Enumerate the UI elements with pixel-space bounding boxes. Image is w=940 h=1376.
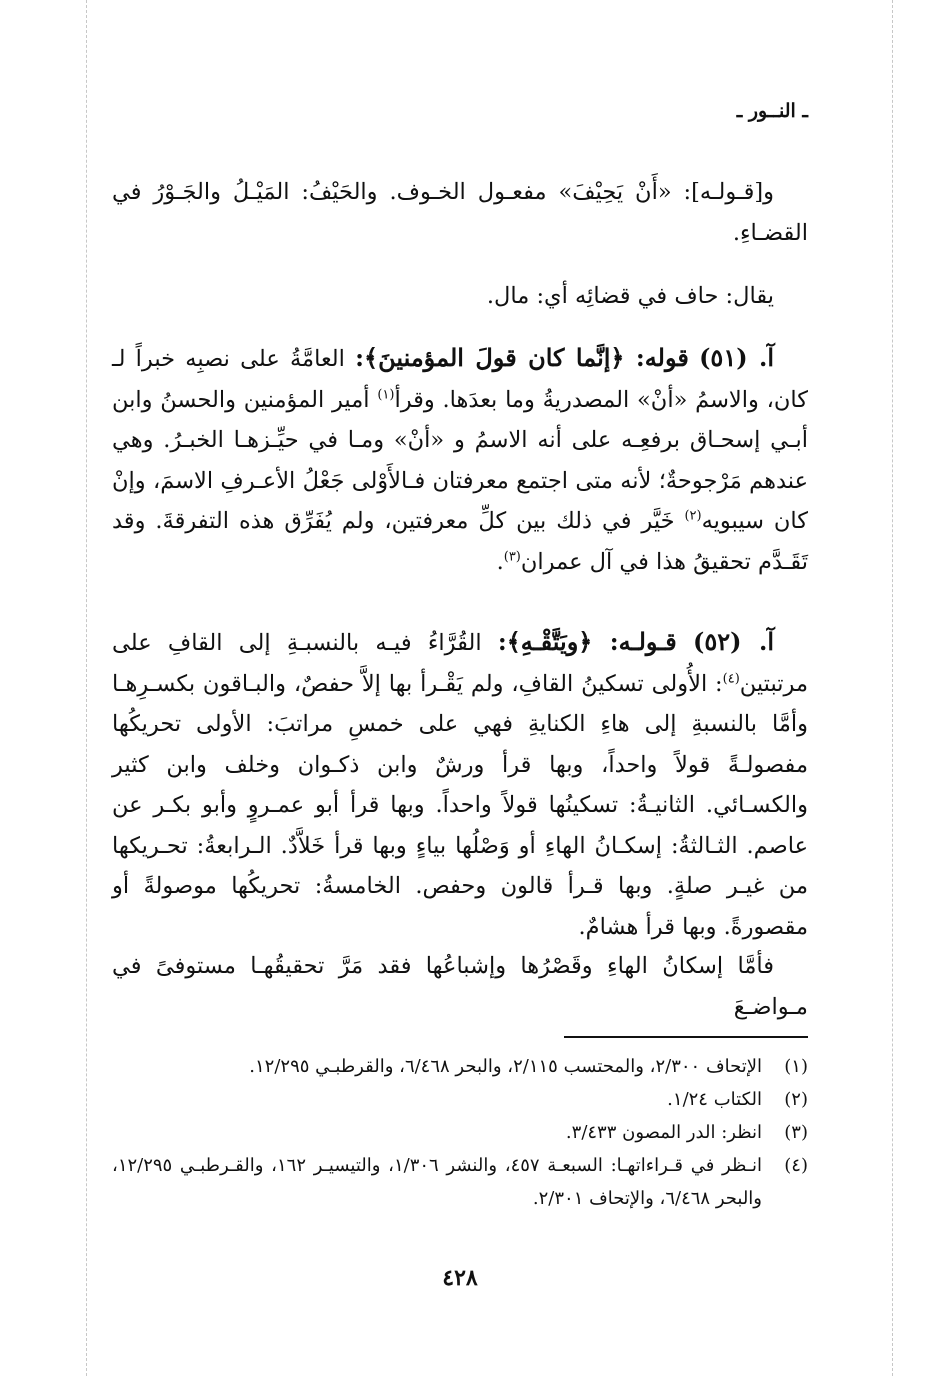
paragraph-intro: و[قـولـه]: «أَنْ يَحِيْفَ» مفعـول الخـوف. والحَيْفُ: المَيْـلُ والجَـوْرُ في القضـاءِ. (112, 179, 808, 246)
verse-lemma: قوله: ﴿إنَّما كان قولَ المؤمنينَ﴾: (355, 343, 689, 372)
verse-number: آ. (٥٢) (693, 627, 774, 656)
verse-number: آ. (٥١) (699, 343, 775, 372)
fold-line-right (892, 0, 893, 1376)
commentary-text: : الأُولى تسكينُ القافِ، ولم يَقْـرأ بها إلاَّ حفصٌ، والبـاقون بكسـرِهـا وأمَّا بالنسبةِ إلى هاءِ الكنايةِ فهي على خمسِ مراتبَ: الأولى تحريكُها مفصولـةً قولاً واحداً، وبها قرأ ورشٌ وابن ذكـوان وخلف وابن كثير والكسـائي. الثانيـةُ: تسكينُها قولاً واحداً. وبها قرأ أبو عمـروٍ وأبو بكـر عن عاصم. الثـالثةُ: إسكـانُ الهاءِ أو وَصْلُها بياءٍ وبها قرأ خَلاَّدٌ. الـرابعةُ: تحـريكها من غيـر صلةٍ. وبها قـرأ قالون وحفص. الخامسةُ: تحريكُها موصولةً أو مقصورةً. وبها قرأ هشامٌ. (112, 670, 808, 940)
footnote-text: الكتاب ١/٢٤. (667, 1089, 762, 1110)
paragraph-verse-51 (112, 338, 808, 582)
footnote-number: (٢) (784, 1089, 808, 1110)
footnote-item (112, 1083, 808, 1116)
paragraph-continuation: فأمَّا إسكانُ الهاءِ وقَصْرُها وإشباعُها فقد مَرَّ تحقيقُهـا مستوفىً في مـواضـعَ (112, 953, 808, 1020)
commentary-text: . (496, 548, 504, 575)
footnote-text: انظر: الدر المصون ٣/٤٣٣. (565, 1122, 762, 1143)
footnote-text: الإتحاف ٢/٣٠٠، والمحتسب ٢/١١٥، والبحر ٦/٤٦٨، والقرطبـي ١٢/٢٩٥. (249, 1056, 762, 1077)
footnote-ref-2[interactable]: (٢) (684, 508, 702, 524)
footnote-text: انـظر في قـراءاتهـا: السبعـة ٤٥٧، والنشر ١/٣٠٦، والتيسيـر ١٦٢، والقـرطبـي ١٢/٢٩٥، والبحر ٦/٤٦٨، والإتحاف ٢/٣٠١. (112, 1155, 762, 1209)
paragraph-explanation: يقال: حاف في قضائِه أي: مال. (486, 283, 774, 309)
paragraph-verse-52 (112, 622, 808, 947)
footnote-item (112, 1149, 808, 1215)
footnote-ref-4[interactable]: (٤) (722, 671, 740, 686)
book-page (112, 0, 808, 1376)
running-head: ـ النــور ـ (736, 100, 808, 122)
footnotes-list (112, 1050, 808, 1215)
footnote-number: (٤) (784, 1155, 808, 1176)
footnote-item (112, 1050, 808, 1083)
footnote-ref-1[interactable]: (١) (377, 387, 395, 402)
page-number: ٤٢٨ (442, 1265, 478, 1291)
commentary-text: خَيَّر في ذلك بين كلِّ معرفتين، ولم يُفَرِّق هذه التفرقةَ. وقد تَقَـدَّم تحقيقُ هذا في آل عمران (112, 508, 808, 575)
footnote-ref-3[interactable]: (٣) (503, 549, 521, 564)
commentary-text: العامَّةُ على نصبِه خبراً لـ كان، والاسمُ «أنْ» المصدريةُ وما بعدَها. وقرأ (112, 346, 808, 413)
footnote-number: (١) (784, 1056, 808, 1077)
footnote-separator (564, 1036, 808, 1038)
commentary-text: القُرَّاءُ فيـه بالنسبـةِ إلى القافِ على مرتبتين (112, 630, 808, 697)
verse-lemma: قـولـه: ﴿ويَتَّقْـهِ﴾: (497, 627, 677, 656)
footnote-item (112, 1116, 808, 1149)
commentary-text: أمير المؤمنين والحسنُ وابن أبـي إسحـاق برفعِـه على أنه الاسمُ و «أنْ» ومـا في حيِّـزهـا الخبـرُ. وهي عندهم مَرْجوحةٌ؛ لأنه متى اجتمع معرفتان فـالأَوْلى جَعْلُ الأعـرفِ الاسمَ، وإنْ كان سيبويه (112, 386, 808, 534)
footnote-number: (٣) (784, 1122, 808, 1143)
fold-line-left (86, 0, 87, 1376)
